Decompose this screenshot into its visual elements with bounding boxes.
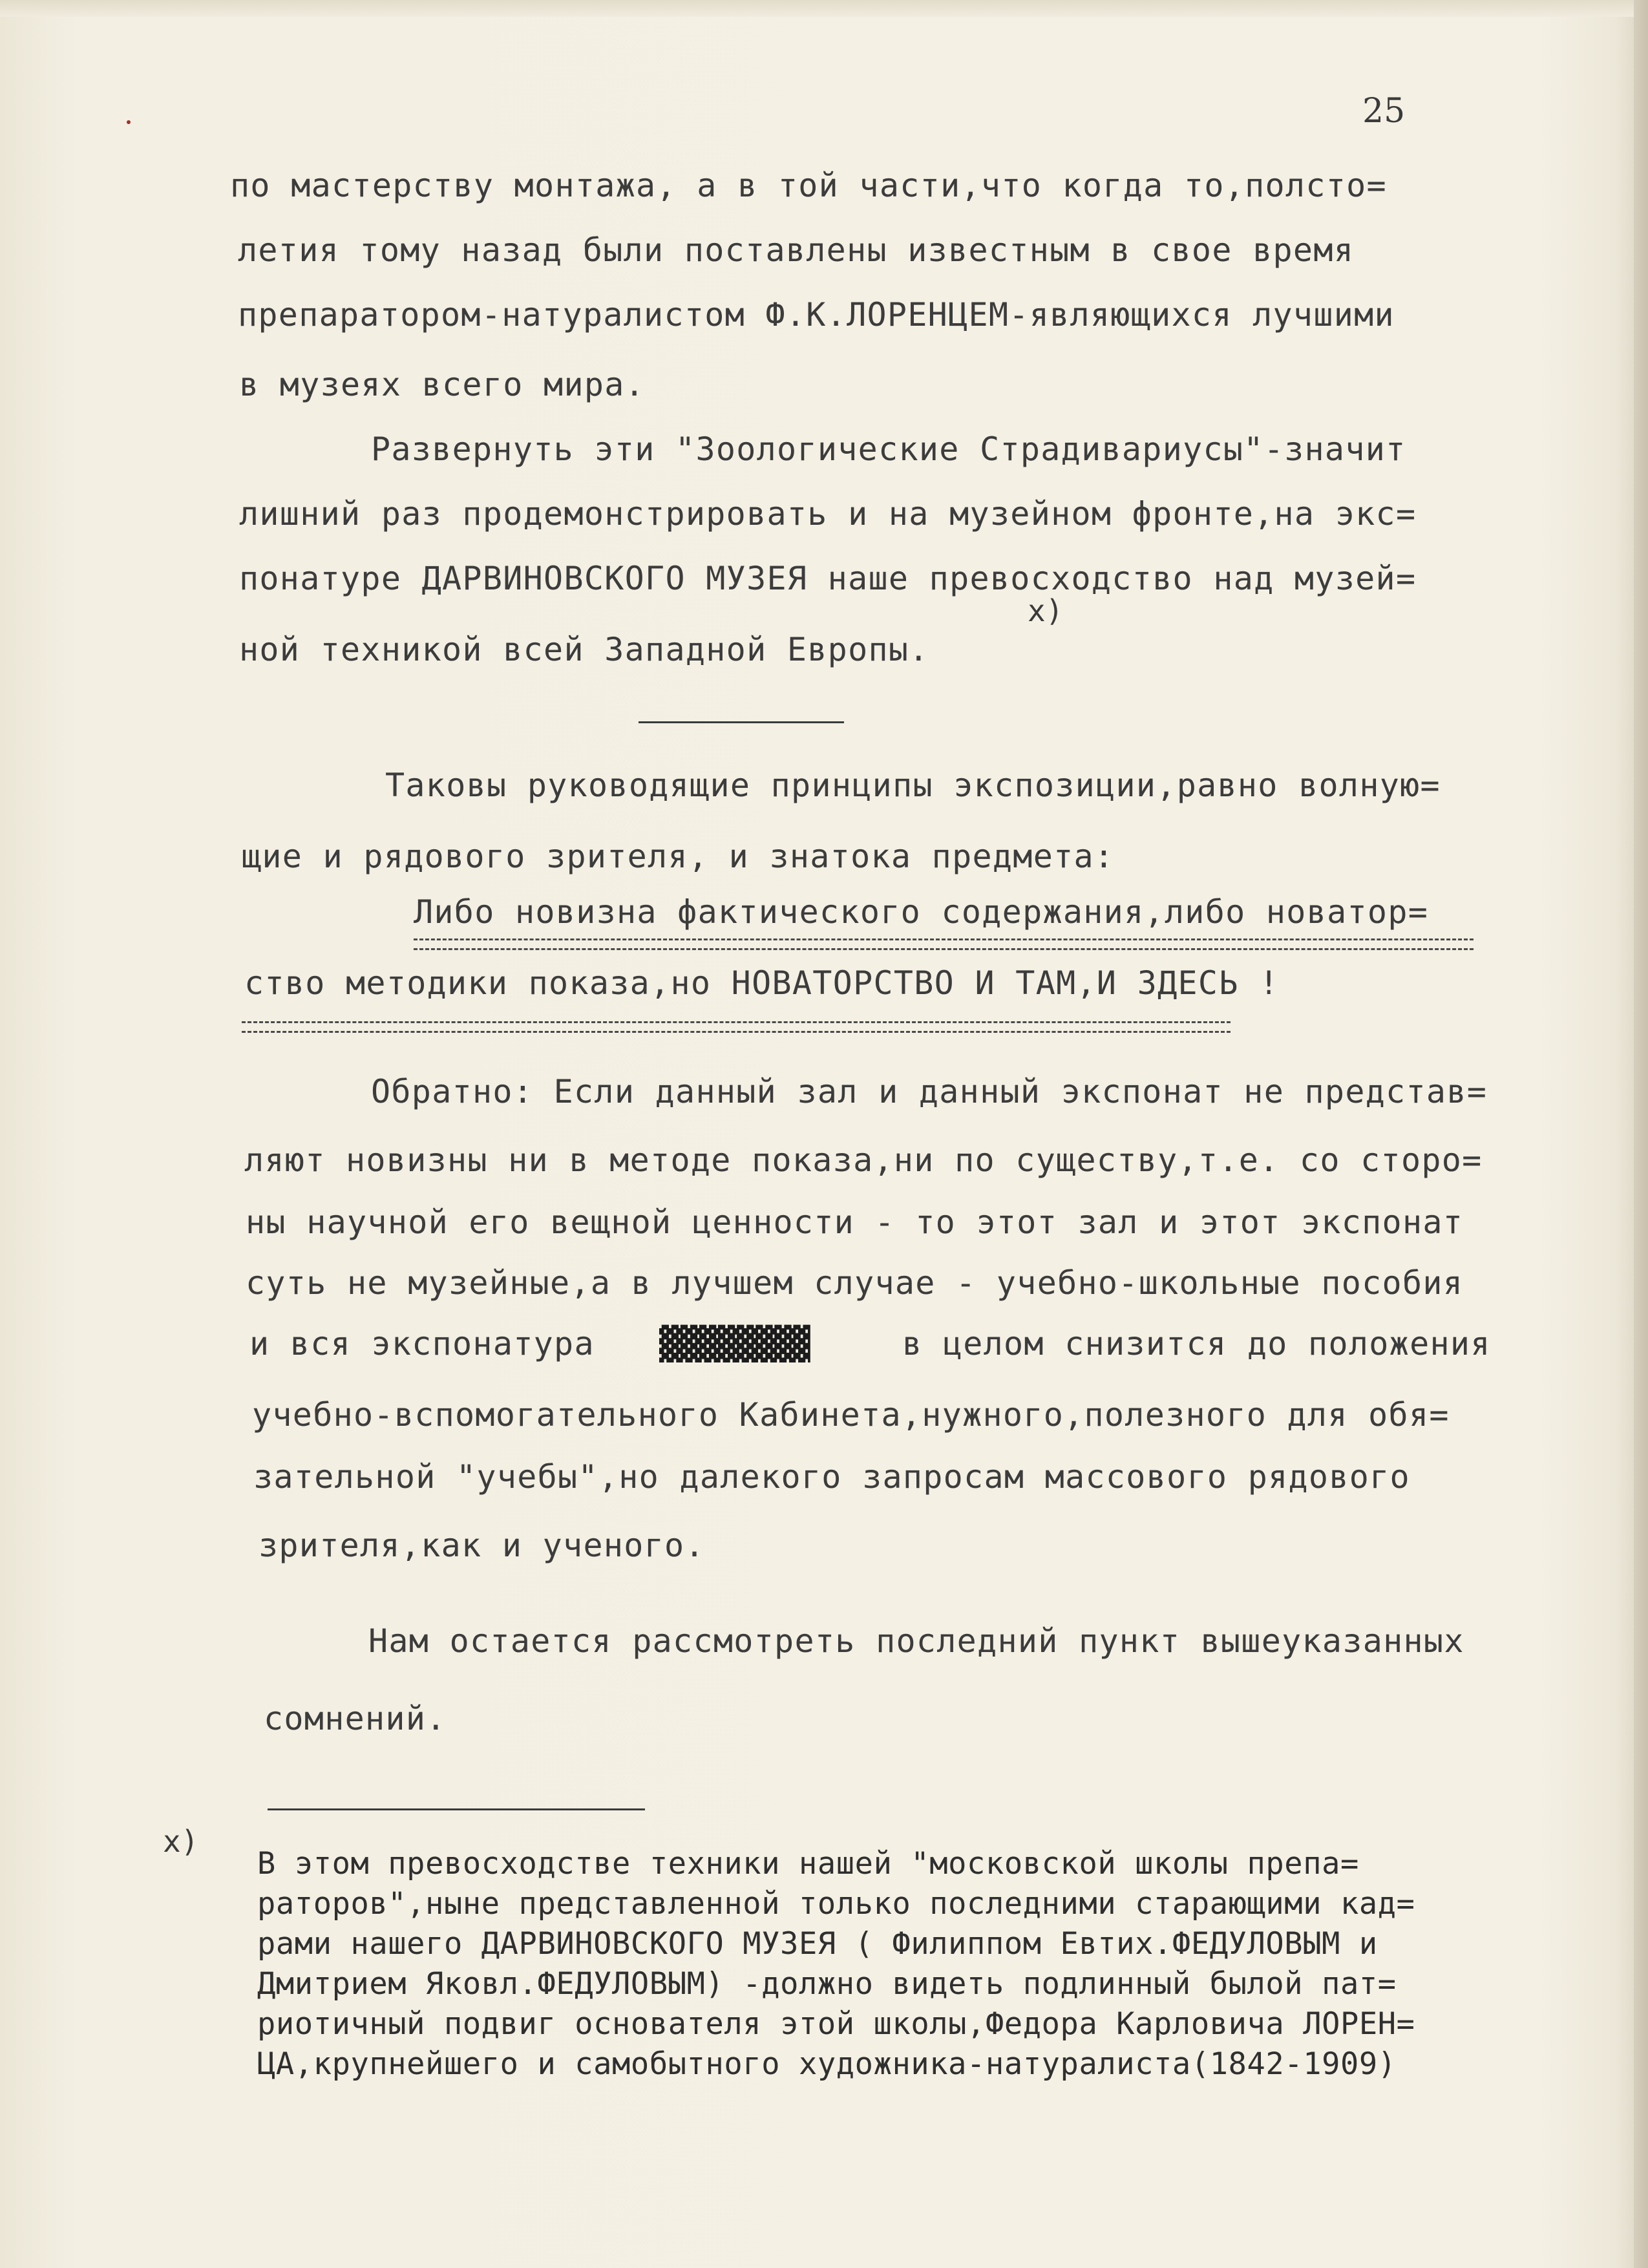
text-line: и вся экспонатура xyxy=(249,1325,595,1362)
struck-out-word: ▓▓▓▓▓▓▓▓ xyxy=(659,1325,810,1362)
text-line: ство методики показа,но НОВАТОРСТВО И ТАМ,И ЗДЕСЬ ! xyxy=(244,964,1280,1002)
text-line: суть не музейные,а в лучшем случае - учебно-школьные пособия xyxy=(246,1264,1464,1302)
text-line: зрителя,как и ученого. xyxy=(259,1527,705,1564)
footnote-separator xyxy=(268,1808,645,1810)
footnote-line: В этом превосходстве техники нашей "московской школы препа= xyxy=(257,1846,1359,1881)
text-line: Либо новизна фактического содержания,либо новатор= xyxy=(414,893,1429,931)
paper-top-edge xyxy=(0,0,1648,17)
footnote-marker: x) xyxy=(163,1824,199,1859)
ink-speck xyxy=(127,120,131,124)
text-line: лишний раз продемонстрировать и на музейном фронте,на экс= xyxy=(239,495,1417,533)
section-separator xyxy=(639,721,844,723)
text-line: Нам остается рассмотреть последний пункт вышеуказанных xyxy=(368,1622,1464,1660)
text-line: по мастерству монтажа, а в той части,что когда то,полсто= xyxy=(230,167,1387,204)
text-line: ляют новизны ни в методе показа,ни по существу,т.е. со сторо= xyxy=(244,1141,1483,1179)
text-line: Обратно: Если данный зал и данный экспонат не представ= xyxy=(371,1073,1488,1110)
double-underline xyxy=(242,1021,1231,1033)
footnote-line: рами нашего ДАРВИНОВСКОГО МУЗЕЯ ( Филиппом Евтих.ФЕДУЛОВЫМ и xyxy=(257,1926,1378,1962)
text-line: в музеях всего мира. xyxy=(239,366,646,403)
text-line: Таковы руководящие принципы экспозиции,равно волную= xyxy=(385,767,1441,804)
text-line: ной техникой всей Западной Европы. xyxy=(239,631,929,668)
text-line: ны научной его вещной ценности - то этот зал и этот экспонат xyxy=(246,1203,1464,1241)
page-number: 25 xyxy=(1362,92,1406,131)
text-line: учебно-вспомогательного Кабинета,нужного,полезного для обя= xyxy=(252,1396,1450,1434)
text-line: препаратором-натуралистом Ф.К.ЛОРЕНЦЕМ-являющихся лучшими xyxy=(238,296,1395,334)
text-line: зательной "учебы",но далекого запросам массового рядового xyxy=(253,1458,1410,1496)
footnote-line: ЦА,крупнейшего и самобытного художника-натуралиста(1842-1909) xyxy=(257,2046,1397,2082)
text-line: сомнений. xyxy=(264,1700,447,1737)
footnote-line: Дмитрием Яковл.ФЕДУЛОВЫМ) -должно видеть подлинный былой пат= xyxy=(257,1966,1397,2002)
text-line: понатуре ДАРВИНОВСКОГО МУЗЕЯ наше превосходство над музей= xyxy=(239,560,1417,597)
footnote-line: раторов",ныне представленной только последними старающими кад= xyxy=(257,1886,1415,1922)
text-line: Развернуть эти "Зоологические Страдивариусы"-значит xyxy=(371,430,1406,468)
double-underline xyxy=(414,938,1474,950)
text-line: в целом снизится до положения xyxy=(902,1325,1491,1362)
footnote-reference-marker: x) xyxy=(1028,593,1064,628)
footnote-line: риотичный подвиг основателя этой школы,Федора Карловича ЛОРЕН= xyxy=(257,2006,1415,2042)
paper-right-edge xyxy=(1634,0,1648,2268)
text-line: летия тому назад были поставлены известным в свое время xyxy=(238,231,1355,269)
text-line: щие и рядового зрителя, и знатока предмета: xyxy=(242,838,1115,875)
